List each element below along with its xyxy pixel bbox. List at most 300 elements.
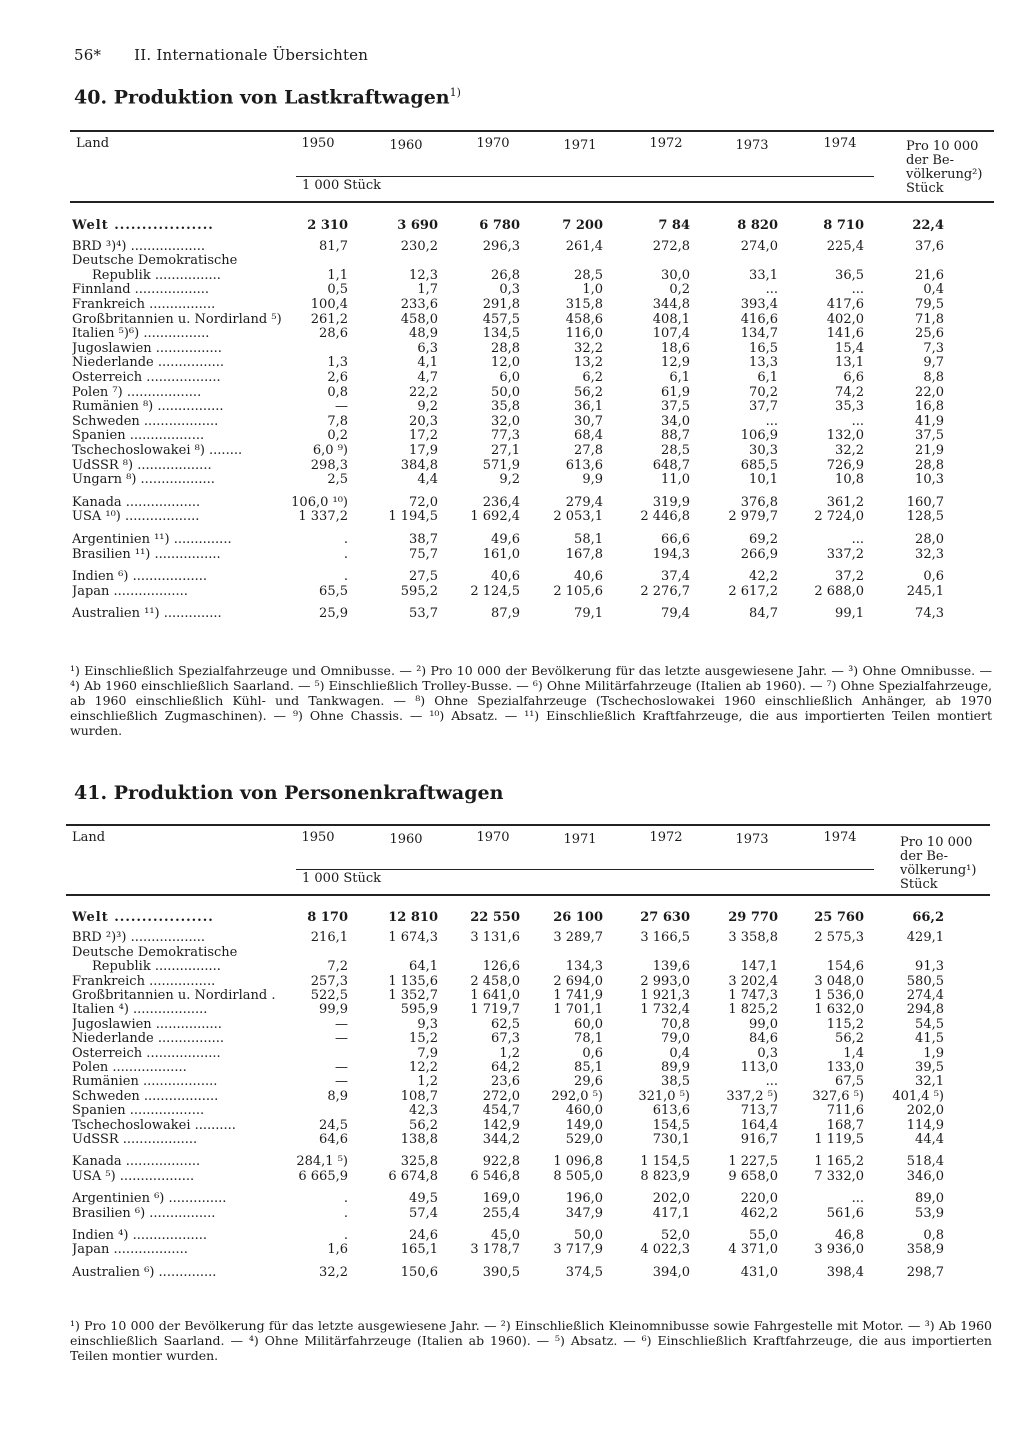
row-label: Spanien .................. — [72, 428, 205, 444]
cell-value: 916,7 — [740, 1132, 778, 1147]
cell-value: 344,8 — [652, 297, 690, 312]
row-label: Deutsche Demokratische — [72, 253, 238, 269]
cell-value: 141,6 — [826, 326, 864, 342]
cell-value: 3 048,0 — [814, 973, 864, 989]
column-header-year: 1972 — [649, 136, 683, 151]
cell-value: 0,3 — [757, 1045, 778, 1061]
cell-value: 2 105,6 — [553, 583, 603, 599]
cell-value: 9,2 — [499, 472, 520, 488]
cell-value: 71,8 — [915, 311, 944, 327]
table-row — [0, 326, 1024, 341]
pro-head-line: Stück — [906, 181, 944, 196]
cell-value: 13,2 — [574, 355, 603, 371]
pro-head-line: der Be- — [900, 849, 949, 864]
cell-value: 23,6 — [491, 1074, 520, 1090]
table-row — [0, 218, 1024, 233]
cell-value: 22,0 — [915, 384, 944, 400]
cell-value: 1 701,1 — [553, 1002, 603, 1018]
cell-value: 272,0 — [482, 1088, 520, 1104]
cell-value: 99,1 — [835, 606, 864, 622]
cell-value: 2 053,1 — [553, 509, 603, 525]
cell-value: 149,0 — [565, 1117, 603, 1133]
cell-value: 147,1 — [740, 959, 778, 975]
column-header-pro-10000 — [900, 836, 976, 892]
cell-value: 393,4 — [740, 297, 778, 312]
row-label: Österreich .................. — [72, 370, 221, 385]
cell-value: 13,3 — [749, 355, 778, 371]
cell-value: 4,7 — [417, 370, 438, 385]
column-header-land: Land — [72, 830, 106, 845]
cell-value: 730,1 — [652, 1132, 690, 1147]
pro-head-line: völkerung¹) — [900, 863, 977, 878]
cell-value: 2 979,7 — [728, 509, 778, 525]
cell-value: 54,5 — [915, 1016, 944, 1032]
cell-value: 74,3 — [915, 606, 944, 622]
cell-value: 53,7 — [409, 606, 438, 622]
cell-value: 922,8 — [482, 1154, 520, 1170]
cell-value: ... — [851, 282, 864, 298]
pro-head-line: Stück — [900, 877, 938, 892]
cell-value: 22 550 — [470, 910, 520, 925]
cell-value: 22,4 — [912, 218, 944, 233]
row-label: Argentinien ⁶) .............. — [72, 1191, 227, 1207]
cell-value: 84,7 — [749, 606, 778, 622]
table-row — [0, 370, 1024, 385]
cell-value: 2 276,7 — [640, 583, 690, 599]
cell-value: 726,9 — [826, 457, 864, 473]
cell-value: 7,9 — [417, 1045, 438, 1061]
cell-value: 294,8 — [906, 1002, 944, 1018]
cell-value: 154,5 — [652, 1117, 690, 1133]
cell-value: 32,3 — [915, 546, 944, 562]
cell-value: 58,1 — [574, 532, 603, 547]
table-row — [0, 472, 1024, 487]
cell-value: 261,2 — [310, 311, 348, 327]
table-row — [0, 341, 1024, 356]
cell-value: 25 760 — [814, 910, 864, 925]
table-row — [0, 1103, 1024, 1118]
cell-value: . — [343, 1191, 348, 1207]
cell-value: 67,3 — [491, 1031, 520, 1047]
header-bottom-rule — [66, 894, 990, 896]
cell-value: 12 810 — [388, 910, 438, 925]
cell-value: ... — [765, 1074, 778, 1090]
cell-value: 6,1 — [757, 370, 778, 385]
row-label: Großbritannien u. Nordirland ⁵) — [72, 311, 282, 327]
cell-value: 194,3 — [652, 546, 690, 562]
cell-value: 134,3 — [565, 959, 603, 975]
running-head — [74, 46, 368, 64]
row-label: Indien ⁶) .................. — [72, 569, 207, 585]
cell-value: 266,9 — [740, 546, 778, 562]
cell-value: 29 770 — [728, 910, 778, 925]
cell-value: 52,0 — [661, 1228, 690, 1243]
cell-value: 648,7 — [652, 457, 690, 473]
cell-value: 6,3 — [417, 340, 438, 356]
cell-value: 25,9 — [319, 606, 348, 622]
cell-value: 561,6 — [826, 1205, 864, 1221]
table-row — [0, 1118, 1024, 1133]
table-row — [0, 297, 1024, 312]
cell-value: 1,9 — [923, 1045, 944, 1061]
cell-value: 1,7 — [417, 282, 438, 298]
cell-value: 79,5 — [915, 297, 944, 312]
table-title-text: Produktion von Lastkraftwagen — [113, 86, 450, 109]
cell-value: 2 458,0 — [470, 973, 520, 989]
cell-value: 595,9 — [400, 1002, 438, 1018]
row-label: Republik ................ — [92, 267, 221, 283]
cell-value: 28,8 — [491, 340, 520, 356]
cell-value: 67,5 — [835, 1074, 864, 1090]
cell-value: 32,2 — [319, 1264, 348, 1280]
cell-value: 462,2 — [740, 1205, 778, 1221]
cell-value: 291,8 — [482, 297, 520, 312]
table-row — [0, 239, 1024, 254]
column-header-year: 1971 — [563, 832, 597, 847]
cell-value: 0,6 — [923, 569, 944, 585]
pro-head-line: der Be- — [906, 153, 955, 168]
cell-value: 85,1 — [574, 1060, 603, 1075]
row-label: UdSSR ⁸) .................. — [72, 457, 212, 473]
cell-value: 33,1 — [749, 267, 778, 283]
table-row — [0, 1265, 1024, 1280]
cell-value: 55,0 — [749, 1228, 778, 1243]
cell-value: 70,2 — [749, 384, 778, 400]
cell-value: . — [343, 532, 348, 547]
unit-rule — [296, 869, 874, 870]
cell-value: 167,8 — [565, 546, 603, 562]
cell-value: 32,0 — [491, 413, 520, 429]
cell-value: 1 641,0 — [470, 988, 520, 1003]
column-header-year: 1970 — [476, 830, 510, 845]
table-row — [0, 414, 1024, 429]
cell-value: ... — [851, 413, 864, 429]
table-title — [74, 86, 461, 108]
table-row — [0, 606, 1024, 621]
cell-value: 1 692,4 — [470, 509, 520, 525]
cell-value: 2 446,8 — [640, 509, 690, 525]
cell-value: 91,3 — [915, 959, 944, 975]
row-label: Kanada .................. — [72, 494, 201, 510]
cell-value: 17,2 — [409, 428, 438, 444]
cell-value: 3 178,7 — [470, 1242, 520, 1258]
cell-value: — — [335, 1031, 348, 1047]
cell-value: 27 630 — [640, 910, 690, 925]
cell-value: 12,2 — [409, 1060, 438, 1075]
cell-value: 261,4 — [565, 238, 603, 254]
cell-value: 613,6 — [565, 457, 603, 473]
cell-value: 66,6 — [661, 532, 690, 547]
cell-value: 0,2 — [327, 428, 348, 444]
cell-value: 292,0 ⁵) — [551, 1088, 603, 1104]
table-row — [0, 428, 1024, 443]
table-row — [0, 959, 1024, 974]
cell-value: 28,5 — [661, 443, 690, 458]
cell-value: 3 166,5 — [640, 930, 690, 946]
cell-value: 3 717,9 — [553, 1242, 603, 1258]
cell-value: 3 690 — [397, 218, 438, 233]
cell-value: 1 227,5 — [728, 1154, 778, 1170]
cell-value: 134,7 — [740, 326, 778, 342]
cell-value: 72,0 — [409, 494, 438, 510]
cell-value: 1 536,0 — [814, 988, 864, 1003]
cell-value: 417,6 — [826, 297, 864, 312]
table-row — [0, 268, 1024, 283]
cell-value: 0,5 — [327, 282, 348, 298]
table-row — [0, 974, 1024, 989]
cell-value: 106,0 ¹⁰) — [291, 494, 348, 510]
cell-value: 36,1 — [574, 399, 603, 415]
cell-value: 10,3 — [915, 472, 944, 488]
cell-value: 2 688,0 — [814, 583, 864, 599]
row-label: Ungarn ⁸) .................. — [72, 472, 215, 488]
row-label: Niederlande ................ — [72, 355, 225, 371]
cell-value: 0,2 — [669, 282, 690, 298]
table-row — [0, 1046, 1024, 1061]
cell-value: 230,2 — [400, 238, 438, 254]
row-label: Italien ⁵)⁶) ................ — [72, 326, 210, 342]
cell-value: 28,8 — [915, 457, 944, 473]
cell-value: 64,6 — [319, 1132, 348, 1147]
row-label: Österreich .................. — [72, 1045, 221, 1061]
row-label: Indien ⁴) .................. — [72, 1228, 207, 1243]
cell-value: 169,0 — [482, 1191, 520, 1207]
cell-value: 1 096,8 — [553, 1154, 603, 1170]
cell-value: 56,2 — [835, 1031, 864, 1047]
cell-value: 13,1 — [835, 355, 864, 371]
cell-value: 64,2 — [491, 1060, 520, 1075]
unit-rule — [296, 176, 874, 177]
cell-value: 28,0 — [915, 532, 944, 547]
table-row — [0, 930, 1024, 945]
cell-value: 42,2 — [749, 569, 778, 585]
cell-value: 10,8 — [835, 472, 864, 488]
cell-value: 38,7 — [409, 532, 438, 547]
row-label: USA ⁵) .................. — [72, 1168, 195, 1184]
cell-value: 315,8 — [565, 297, 603, 312]
cell-value: 225,4 — [826, 238, 864, 254]
table-row — [0, 1169, 1024, 1184]
pro-head-line: völkerung²) — [906, 167, 983, 182]
cell-value: 518,4 — [906, 1154, 944, 1170]
cell-value: 87,9 — [491, 606, 520, 622]
column-header-year: 1974 — [823, 136, 857, 151]
cell-value: 390,5 — [482, 1264, 520, 1280]
cell-value: 57,4 — [409, 1205, 438, 1221]
cell-value: 346,0 — [906, 1168, 944, 1184]
footnote-text: ¹) Einschließlich Spezialfahrzeuge und Omnibusse. — ²) Pro 10 000 der Bevölkerung für das letzte ausgewiesene Jahr. — ³) Ohne Omnibusse. — ⁴) Ab 1960 einschließlich Saarland. — ⁵) Einschließlich Trolley-Busse. — ⁶) Ohne Militärfahrzeuge (Italien ab 1960). — ⁷) Ohne Spezialfahrzeuge, ab 1960 einschließlich Kühl- und Tankwagen. — ⁸) Ohne Spezialfahrzeuge (Tschechoslowakei 1960 einschließlich Anhänger, ab 1970 einschließlich Zugmaschinen). — ⁹) Ohne Chassis. — ¹⁰) Absatz. — ¹¹) Einschließlich Kraftfahrzeuge, die aus importierten Teilen montiert wurden. — [70, 663, 992, 738]
cell-value: 1 825,2 — [728, 1002, 778, 1018]
cell-value: 1 352,7 — [388, 988, 438, 1003]
cell-value: 106,9 — [740, 428, 778, 444]
table-row — [0, 547, 1024, 562]
cell-value: 34,0 — [661, 413, 690, 429]
cell-value: 1,4 — [843, 1045, 864, 1061]
cell-value: 16,8 — [915, 399, 944, 415]
row-label: Schweden .................. — [72, 413, 219, 429]
cell-value: 134,5 — [482, 326, 520, 342]
cell-value: 107,4 — [652, 326, 690, 342]
cell-value: 32,2 — [574, 340, 603, 356]
header-top-rule — [66, 824, 990, 826]
cell-value: 711,6 — [826, 1103, 864, 1119]
cell-value: 580,5 — [906, 973, 944, 989]
cell-value: 17,9 — [409, 443, 438, 458]
cell-value: 374,5 — [565, 1264, 603, 1280]
cell-value: 68,4 — [574, 428, 603, 444]
row-label: Australien ⁶) .............. — [72, 1264, 217, 1280]
table-row — [0, 1191, 1024, 1206]
cell-value: 2 310 — [307, 218, 348, 233]
cell-value: 6,6 — [843, 370, 864, 385]
cell-value: 1 194,5 — [388, 509, 438, 525]
cell-value: 2 617,2 — [728, 583, 778, 599]
cell-value: 4,1 — [417, 355, 438, 371]
cell-value: 2 993,0 — [640, 973, 690, 989]
cell-value: 460,0 — [565, 1103, 603, 1119]
row-label: BRD ³)⁴) .................. — [72, 238, 205, 254]
cell-value: 30,0 — [661, 267, 690, 283]
row-label: Frankreich ................ — [72, 973, 216, 989]
cell-value: 6 546,8 — [470, 1168, 520, 1184]
cell-value: 9 658,0 — [728, 1168, 778, 1184]
cell-value: 0,8 — [327, 384, 348, 400]
row-label: Welt .................. — [72, 910, 214, 925]
cell-value: 1,2 — [417, 1074, 438, 1090]
table-row — [0, 584, 1024, 599]
cell-value: 458,0 — [400, 311, 438, 327]
cell-value: 8 505,0 — [553, 1168, 603, 1184]
cell-value: 1,0 — [582, 282, 603, 298]
cell-value: 84,6 — [749, 1031, 778, 1047]
cell-value: 39,5 — [915, 1060, 944, 1075]
cell-value: 99,0 — [749, 1016, 778, 1032]
cell-value: 25,6 — [915, 326, 944, 342]
page-number: 56* — [74, 46, 102, 64]
cell-value: 429,1 — [906, 930, 944, 946]
cell-value: 9,2 — [417, 399, 438, 415]
cell-value: 20,3 — [409, 413, 438, 429]
cell-value: 2,5 — [327, 472, 348, 488]
cell-value: 8 820 — [737, 218, 778, 233]
row-label: Großbritannien u. Nordirland . — [72, 988, 276, 1003]
cell-value: 150,6 — [400, 1264, 438, 1280]
cell-value: 7,8 — [327, 413, 348, 429]
cell-value: 6 665,9 — [298, 1168, 348, 1184]
cell-value: 24,5 — [319, 1117, 348, 1133]
cell-value: 4 022,3 — [640, 1242, 690, 1258]
cell-value: 1 337,2 — [298, 509, 348, 525]
cell-value: 361,2 — [826, 494, 864, 510]
cell-value: 161,0 — [482, 546, 520, 562]
cell-value: 9,9 — [582, 472, 603, 488]
column-header-year: 1950 — [301, 830, 335, 845]
table-row — [0, 1206, 1024, 1221]
cell-value: 272,8 — [652, 238, 690, 254]
cell-value: 416,6 — [740, 311, 778, 327]
cell-value: 42,3 — [409, 1103, 438, 1119]
cell-value: 65,5 — [319, 583, 348, 599]
row-label: Spanien .................. — [72, 1103, 205, 1119]
cell-value: 50,0 — [491, 384, 520, 400]
cell-value: 21,9 — [915, 443, 944, 458]
cell-value: 37,7 — [749, 399, 778, 415]
column-header-year: 1971 — [563, 138, 597, 153]
cell-value: 165,1 — [400, 1242, 438, 1258]
cell-value: 3 202,4 — [728, 973, 778, 989]
cell-value: — — [335, 399, 348, 415]
cell-value: 529,0 — [565, 1132, 603, 1147]
cell-value: 0,8 — [923, 1228, 944, 1243]
cell-value: 4 371,0 — [728, 1242, 778, 1258]
cell-value: 402,0 — [826, 311, 864, 327]
cell-value: 595,2 — [400, 583, 438, 599]
cell-value: 89,9 — [661, 1060, 690, 1075]
cell-value: 32,1 — [915, 1074, 944, 1090]
cell-value: 713,7 — [740, 1103, 778, 1119]
unit-label: 1 000 Stück — [302, 178, 382, 193]
cell-value: 126,6 — [482, 959, 520, 975]
table-row — [0, 355, 1024, 370]
cell-value: 61,9 — [661, 384, 690, 400]
cell-value: 46,8 — [835, 1228, 864, 1243]
cell-value: 8 710 — [823, 218, 864, 233]
row-label: Polen .................. — [72, 1060, 187, 1075]
cell-value: 62,5 — [491, 1016, 520, 1032]
cell-value: 279,4 — [565, 494, 603, 510]
row-label: BRD ²)³) .................. — [72, 930, 205, 946]
table-row — [0, 1242, 1024, 1257]
cell-value: 571,9 — [482, 457, 520, 473]
cell-value: 12,0 — [491, 355, 520, 371]
cell-value: 35,8 — [491, 399, 520, 415]
cell-value: 408,1 — [652, 311, 690, 327]
footnotes — [70, 663, 992, 738]
table-row — [0, 945, 1024, 960]
cell-value: 88,7 — [661, 428, 690, 444]
cell-value: 7 332,0 — [814, 1168, 864, 1184]
cell-value: 1 719,7 — [470, 1002, 520, 1018]
row-label: Brasilien ⁶) ................ — [72, 1205, 216, 1221]
table-row — [0, 1017, 1024, 1032]
cell-value: 142,9 — [482, 1117, 520, 1133]
cell-value: 27,8 — [574, 443, 603, 458]
cell-value: 6 674,8 — [388, 1168, 438, 1184]
cell-value: 40,6 — [574, 569, 603, 585]
cell-value: 37,6 — [915, 238, 944, 254]
table-row — [0, 988, 1024, 1003]
cell-value: 108,7 — [400, 1088, 438, 1104]
cell-value: 220,0 — [740, 1191, 778, 1207]
cell-value: 401,4 ⁵) — [892, 1088, 944, 1104]
cell-value: 344,2 — [482, 1132, 520, 1147]
cell-value: 69,2 — [749, 532, 778, 547]
cell-value: 3 289,7 — [553, 930, 603, 946]
cell-value: 376,8 — [740, 494, 778, 510]
cell-value: 168,7 — [826, 1117, 864, 1133]
cell-value: 113,0 — [740, 1060, 778, 1075]
row-label: Jugoslawien ................ — [72, 340, 222, 356]
cell-value: 274,4 — [906, 988, 944, 1003]
cell-value: 1 674,3 — [388, 930, 438, 946]
column-header-year: 1960 — [389, 138, 423, 153]
cell-value: 298,7 — [906, 1264, 944, 1280]
cell-value: 49,5 — [409, 1191, 438, 1207]
row-label: Argentinien ¹¹) .............. — [72, 532, 232, 547]
row-label: Rumänien ⁸) ................ — [72, 399, 224, 415]
cell-value: 6,2 — [582, 370, 603, 385]
row-label: Japan .................. — [72, 1242, 188, 1258]
